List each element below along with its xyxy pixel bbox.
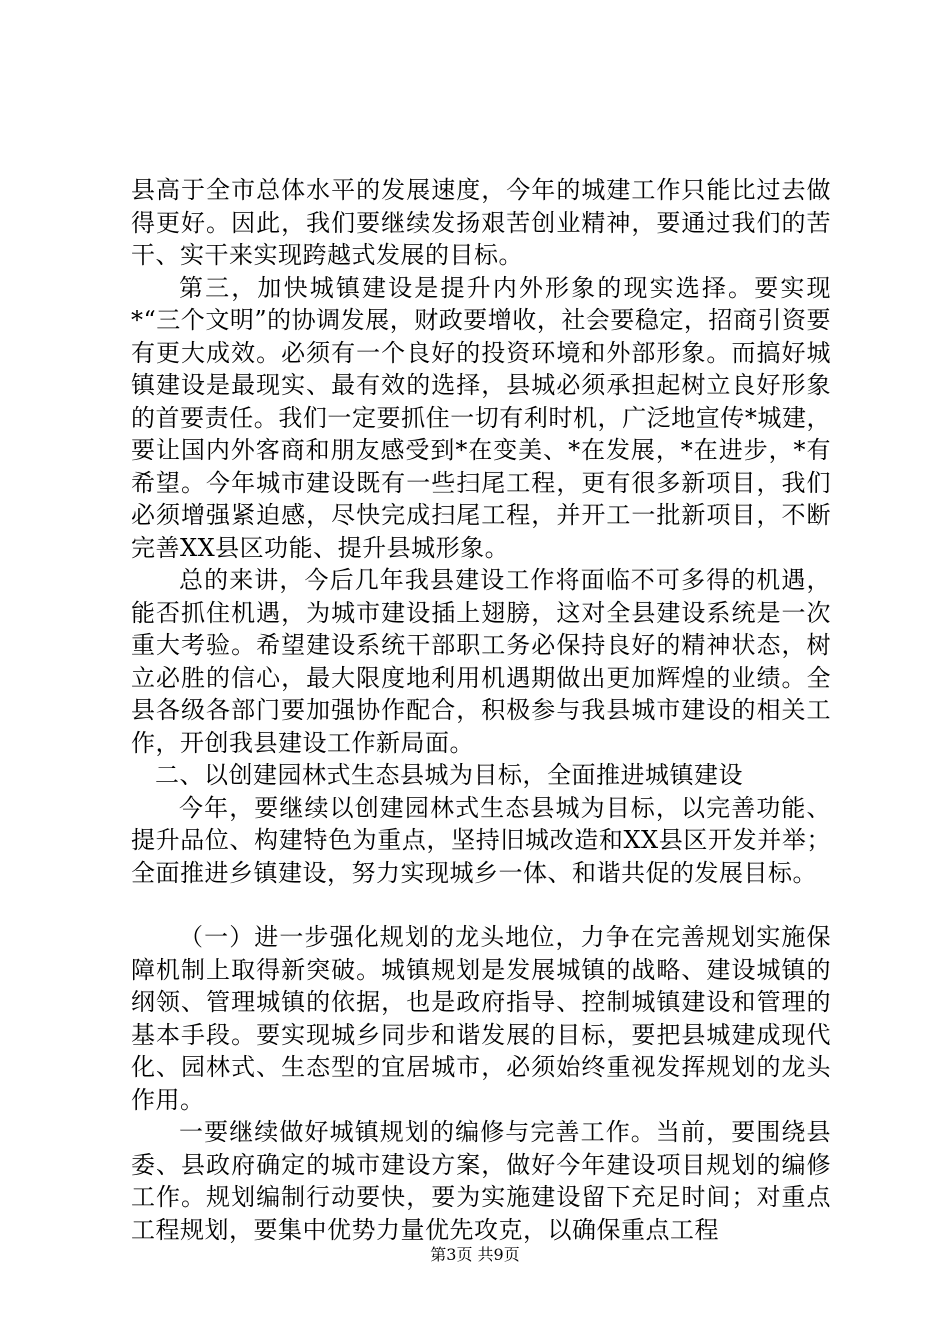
page-number-footer: 第3页 共9页 — [430, 1245, 520, 1264]
paragraph-gap — [131, 889, 831, 921]
subsection-paragraph: （一）进一步强化规划的龙头地位，力争在完善规划实施保障机制上取得新突破。城镇规划是发展城镇的战略、建设城镇的纲领、管理城镇的依据，也是政府指导、控制城镇建设和管理的基本手段。要实现城乡同步和谐发展的目标，要把县城建成现代化、园林式、生态型的宜居城市，必须始终重视发挥规划的龙头作用。 — [131, 923, 831, 1114]
section-heading: 二、以创建园林式生态县城为目标，全面推进城镇建设 — [155, 761, 743, 789]
point-paragraph: 一要继续做好城镇规划的编修与完善工作。当前，要围绕县委、县政府确定的城市建设方案，做好今年建设项目规划的编修工作。规划编制行动要快，要为实施建设留下充足时间；对重点工程规划，要集中优势力量优先攻克，以确保重点工程 — [131, 1118, 831, 1244]
paragraph-third-point: 第三，加快城镇建设是提升内外形象的现实选择。要实现*“三个文明”的协调发展，财政要增收，社会要稳定，招商引资要有更大成效。必须有一个良好的投资环境和外部形象。而搞好城镇建设是最现实、最有效的选择，县城必须承担起树立良好形象的首要责任。我们一定要抓住一切有利时机，广泛地宣传*城建，要让国内外客商和朋友感受到*在变美、*在发展，*在进步，*有希望。今年城市建设既有一些扫尾工程，更有很多新项目，我们必须增强紧迫感，尽快完成扫尾工程，并开工一批新项目，不断完善XX县区功能、提升县城形象。 — [131, 273, 831, 562]
paragraph-summary: 总的来讲，今后几年我县建设工作将面临不可多得的机遇，能否抓住机遇，为城市建设插上翅膀，这对全县建设系统是一次重大考验。希望建设系统干部职工务必保持良好的精神状态，树立必胜的信心，最大限度地利用机遇期做出更加辉煌的业绩。全县各级各部门要加强协作配合，积极参与我县城市建设的相关工作，开创我县建设工作新局面。 — [131, 566, 831, 757]
document-body — [131, 174, 831, 1246]
paragraph-continuation: 县高于全市总体水平的发展速度，今年的城建工作只能比过去做得更好。因此，我们要继续发扬艰苦创业精神，要通过我们的苦干、实干来实现跨越式发展的目标。 — [131, 176, 831, 269]
section-intro: 今年，要继续以创建园林式生态县城为目标，以完善功能、提升品位、构建特色为重点，坚持旧城改造和XX县区开发并举；全面推进乡镇建设，努力实现城乡一体、和谐共促的发展目标。 — [131, 793, 831, 887]
